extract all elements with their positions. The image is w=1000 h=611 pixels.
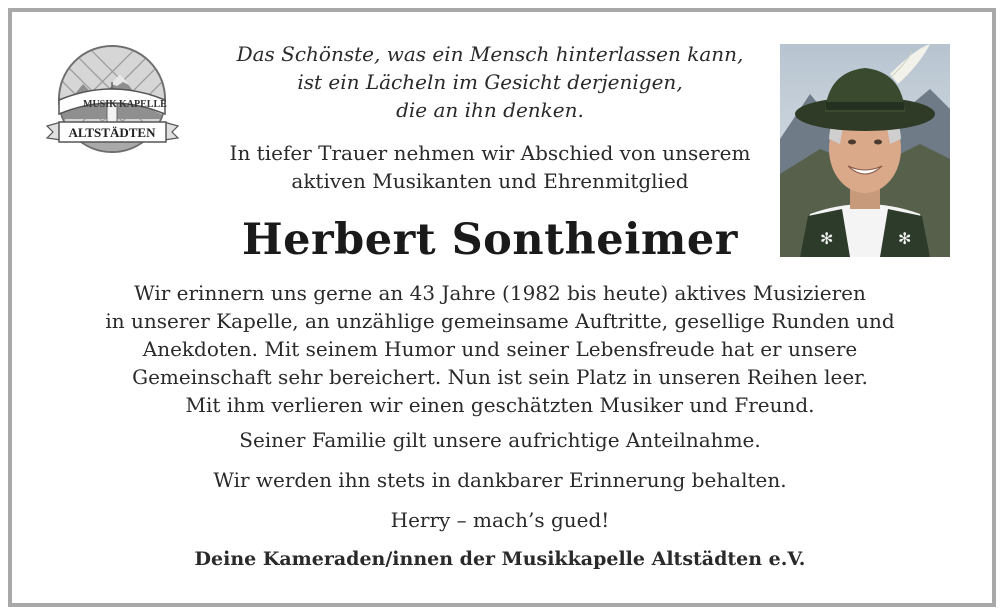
logo-text-altstaedten: ALTSTÄDTEN — [68, 125, 156, 140]
tribute-line: Anekdoten. Mit seinem Humor und seiner Lebensfreude hat er unsere — [142, 337, 858, 361]
svg-text:✻: ✻ — [898, 229, 912, 248]
quote-line: ist ein Lächeln im Gesicht derjenigen, — [297, 70, 683, 94]
tribute-line: Gemeinschaft sehr bereichert. Nun ist sein Platz in unseren Reihen leer. — [132, 365, 868, 389]
logo-text-kapelle: KAPELLE — [119, 99, 167, 110]
brass-band-emblem-icon — [45, 44, 180, 159]
intro-line: aktiven Musikanten und Ehrenmitglied — [291, 169, 689, 193]
quote-line: die an ihn denken. — [396, 98, 584, 122]
intro-line: In tiefer Trauer nehmen wir Abschied von unserem — [229, 141, 751, 165]
portrait-photo-icon — [780, 44, 950, 257]
condolence-line: Seiner Familie gilt unsere aufrichtige Anteilnahme. — [239, 428, 761, 452]
farewell-line: Herry – mach’s gued! — [390, 508, 610, 532]
deceased-name: Herbert Sontheimer — [242, 215, 738, 265]
svg-text:✻: ✻ — [820, 229, 834, 248]
memorial-quote — [200, 40, 780, 124]
tribute-line: in unserer Kapelle, an unzählige gemeinsame Auftritte, gesellige Runden und — [105, 309, 895, 333]
tribute-line: Mit ihm verlieren wir einen geschätzten Musiker und Freund. — [185, 393, 815, 417]
tribute-text — [40, 279, 960, 419]
announcement-intro — [200, 139, 780, 195]
signature-line: Deine Kameraden/innen der Musikkapelle Altstädten e.V. — [194, 548, 806, 570]
tribute-line: Wir erinnern uns gerne an 43 Jahre (1982 bis heute) aktives Musizieren — [134, 281, 866, 305]
remembrance-line: Wir werden ihn stets in dankbarer Erinnerung behalten. — [213, 468, 787, 492]
logo-text-musik: MUSIK — [83, 99, 117, 110]
quote-line: Das Schönste, was ein Mensch hinterlassen kann, — [236, 42, 744, 66]
